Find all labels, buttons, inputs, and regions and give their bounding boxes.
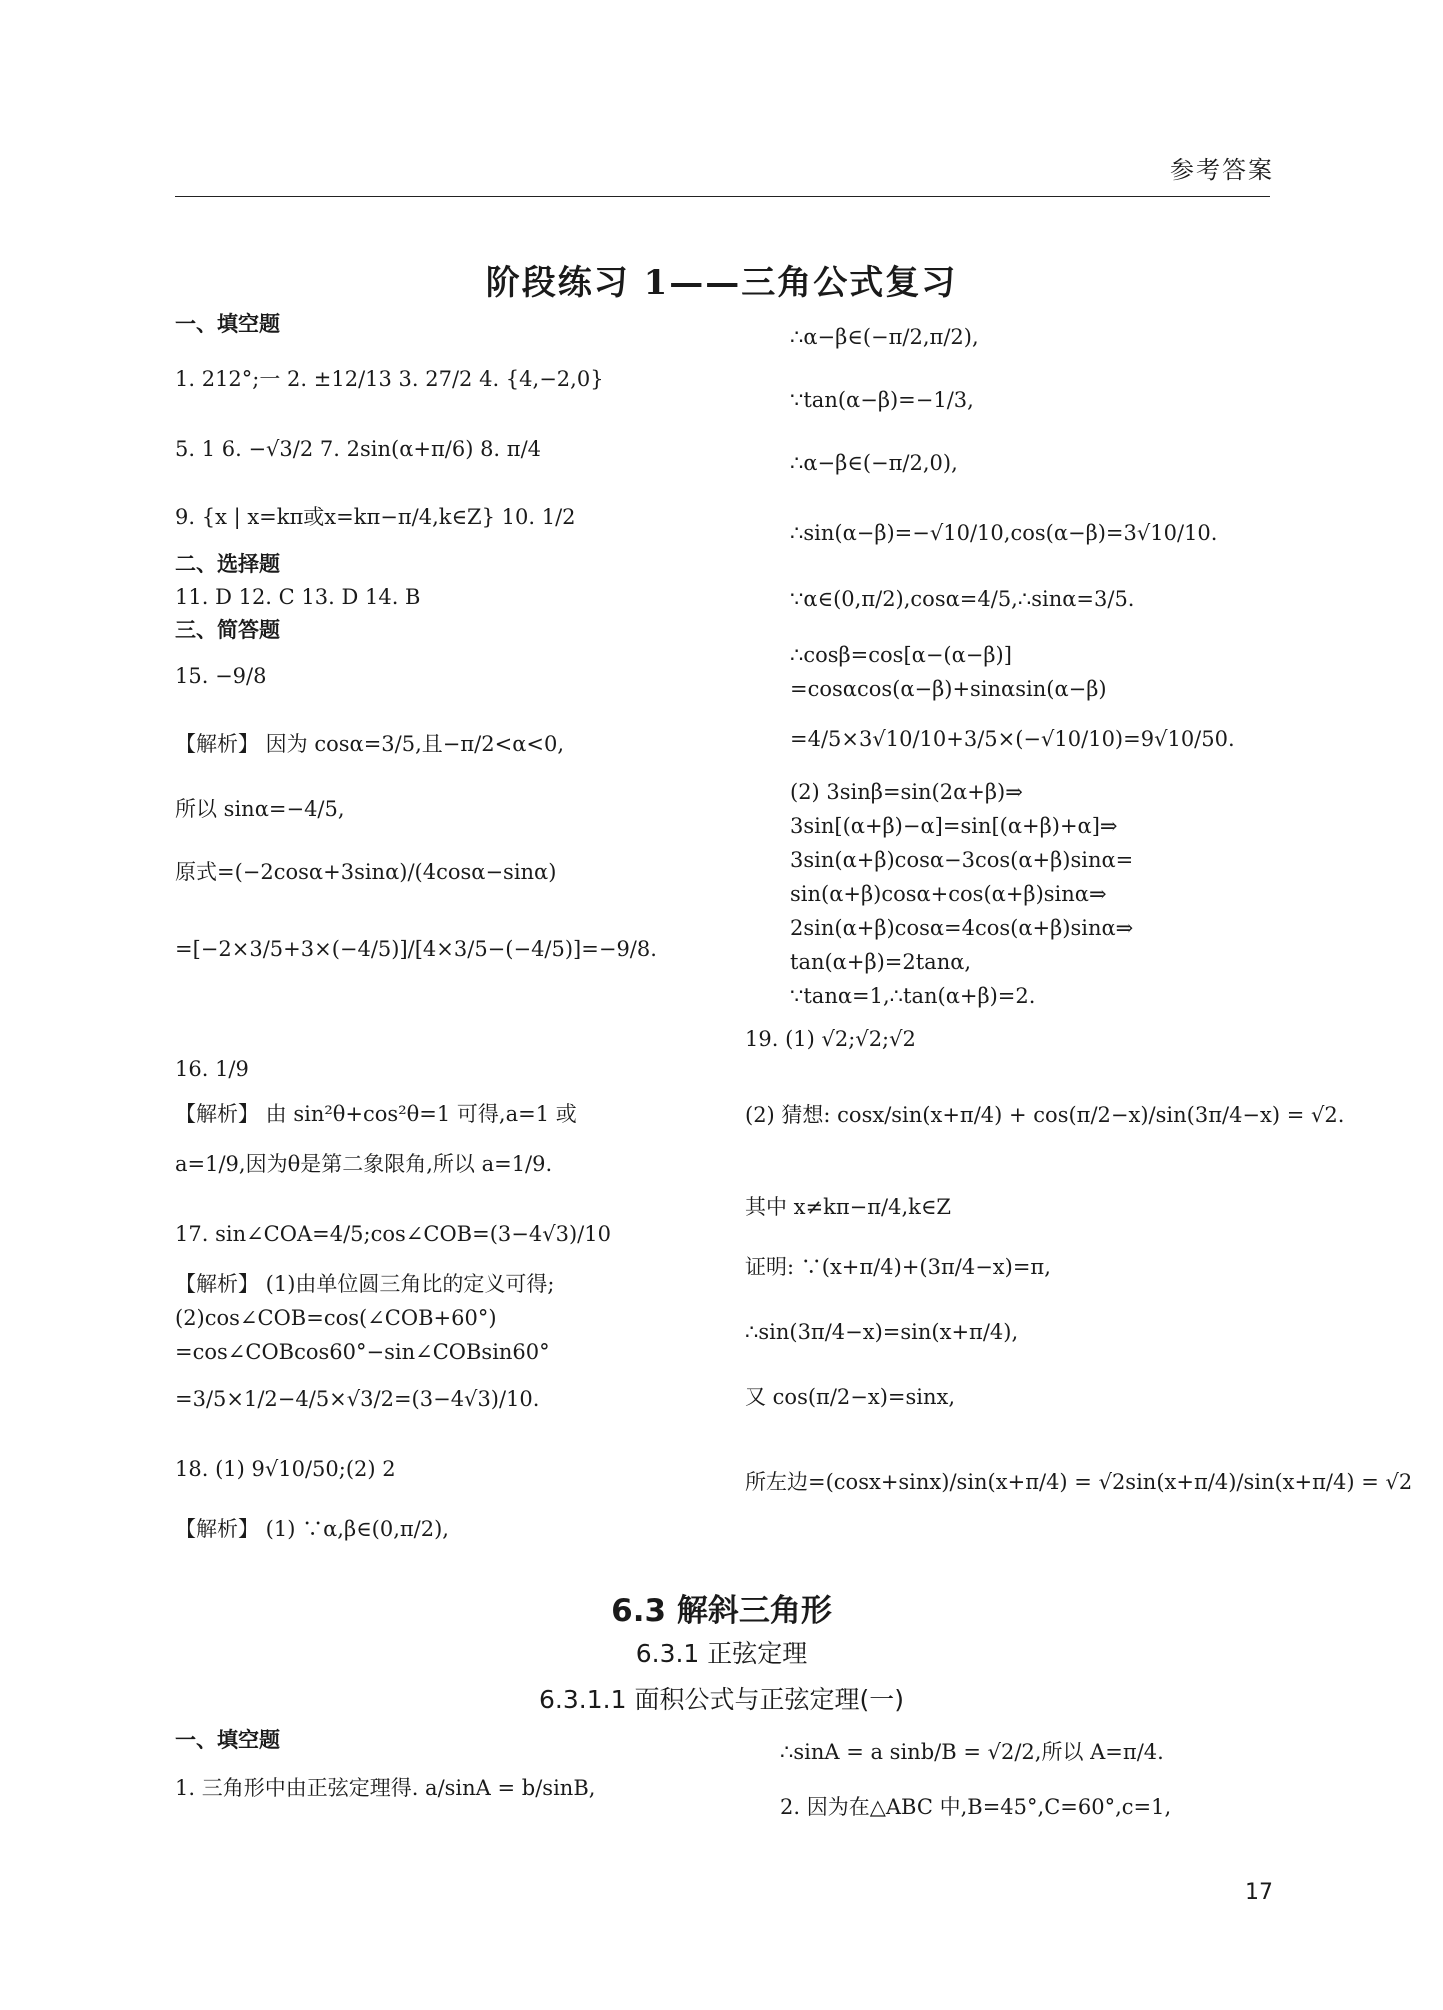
left-column-line: (2)cos∠COB=cos(∠COB+60°)	[175, 1306, 497, 1330]
left-column-line: =[−2×3/5+3×(−4/5)]/[4×3/5−(−4/5)]=−9/8.	[175, 937, 657, 961]
left-column-line: 15. −9/8	[175, 664, 267, 688]
left-column-line: 三、简答题	[175, 618, 280, 642]
q19-line: (2) 猜想: cosx/sin(x+π/4) + cos(π/2−x)/sin(3π/4−x) = √2.	[745, 1103, 1345, 1127]
section-subtitle: 6.3.1 正弦定理	[635, 1639, 808, 1668]
left-column-line: 【解析】 (1) ∵α,β∈(0,π/2),	[175, 1517, 449, 1541]
left-column-line: 1. 212°;一 2. ±12/13 3. 27/2 4. {4,−2,0}	[175, 367, 604, 391]
right-column-line: tan(α+β)=2tanα,	[790, 950, 972, 974]
left-column-line: 11. D 12. C 13. D 14. B	[175, 585, 421, 609]
left-column-line: =cos∠COBcos60°−sin∠COBsin60°	[175, 1340, 550, 1364]
left-column-line: 【解析】 因为 cosα=3/5,且−π/2<α<0,	[175, 732, 565, 756]
bottom-left-line: 一、填空题	[175, 1728, 280, 1752]
left-column-line: 【解析】 (1)由单位圆三角比的定义可得;	[175, 1272, 555, 1296]
page-title: 阶段练习 1——三角公式复习	[485, 263, 958, 303]
left-column-line: 一、填空题	[175, 312, 280, 336]
left-column-line: 18. (1) 9√10/50;(2) 2	[175, 1457, 396, 1481]
left-column-line: 二、选择题	[175, 552, 280, 576]
section-subsubtitle: 6.3.1.1 面积公式与正弦定理(一)	[539, 1685, 904, 1714]
section-title: 6.3 解斜三角形	[611, 1593, 832, 1629]
right-column-line: sin(α+β)cosα+cos(α+β)sinα⇒	[790, 882, 1107, 906]
right-column-line: =4/5×3√10/10+3/5×(−√10/10)=9√10/50.	[790, 727, 1235, 751]
q19-line: ∴sin(3π/4−x)=sin(x+π/4),	[745, 1320, 1019, 1344]
right-column-line: 3sin[(α+β)−α]=sin[(α+β)+α]⇒	[790, 814, 1118, 838]
right-column-line: 3sin(α+β)cosα−3cos(α+β)sinα=	[790, 848, 1134, 872]
right-column-line: ∴cosβ=cos[α−(α−β)]	[790, 643, 1012, 667]
header-rule	[175, 196, 1270, 197]
q19-line: 19. (1) √2;√2;√2	[745, 1027, 916, 1051]
right-column-line: ∵tanα=1,∴tan(α+β)=2.	[790, 984, 1036, 1008]
right-column-line: ∴sin(α−β)=−√10/10,cos(α−β)=3√10/10.	[790, 521, 1218, 545]
right-column-line: ∴α−β∈(−π/2,π/2),	[790, 325, 979, 349]
left-column-line: 16. 1/9	[175, 1057, 249, 1081]
q19-line: 证明: ∵(x+π/4)+(3π/4−x)=π,	[745, 1255, 1051, 1279]
right-column-line: ∴α−β∈(−π/2,0),	[790, 451, 958, 475]
right-column-line: ∵α∈(0,π/2),cosα=4/5,∴sinα=3/5.	[790, 587, 1135, 611]
right-column-line: =cosαcos(α−β)+sinαsin(α−β)	[790, 677, 1107, 701]
right-column-line: (2) 3sinβ=sin(2α+β)⇒	[790, 780, 1023, 804]
bottom-right-line: ∴sinA = a sinb/B = √2/2,所以 A=π/4.	[780, 1740, 1164, 1764]
running-header: 参考答案	[1170, 156, 1274, 184]
left-column-line: 【解析】 由 sin²θ+cos²θ=1 可得,a=1 或	[175, 1102, 577, 1126]
bottom-right-line: 2. 因为在△ABC 中,B=45°,C=60°,c=1,	[780, 1795, 1172, 1819]
right-column-line: 2sin(α+β)cosα=4cos(α+β)sinα⇒	[790, 916, 1134, 940]
q19-line: 所左边=(cosx+sinx)/sin(x+π/4) = √2sin(x+π/4)/sin(x+π/4) = √2	[745, 1470, 1413, 1494]
q19-line: 其中 x≠kπ−π/4,k∈Z	[745, 1195, 952, 1219]
left-column-line: =3/5×1/2−4/5×√3/2=(3−4√3)/10.	[175, 1387, 540, 1411]
left-column-line: 5. 1 6. −√3/2 7. 2sin(α+π/6) 8. π/4	[175, 437, 542, 461]
left-column-line: 原式=(−2cosα+3sinα)/(4cosα−sinα)	[175, 860, 557, 884]
page-number: 17	[1245, 1880, 1273, 1905]
left-column-line: 9. {x | x=kπ或x=kπ−π/4,k∈Z} 10. 1/2	[175, 505, 576, 529]
left-column-line: 所以 sinα=−4/5,	[175, 797, 345, 821]
bottom-left-line: 1. 三角形中由正弦定理得. a/sinA = b/sinB,	[175, 1776, 596, 1800]
left-column-line: 17. sin∠COA=4/5;cos∠COB=(3−4√3)/10	[175, 1222, 611, 1246]
q19-line: 又 cos(π/2−x)=sinx,	[745, 1385, 956, 1409]
right-column-line: ∵tan(α−β)=−1/3,	[790, 388, 974, 412]
left-column-line: a=1/9,因为θ是第二象限角,所以 a=1/9.	[175, 1152, 553, 1176]
